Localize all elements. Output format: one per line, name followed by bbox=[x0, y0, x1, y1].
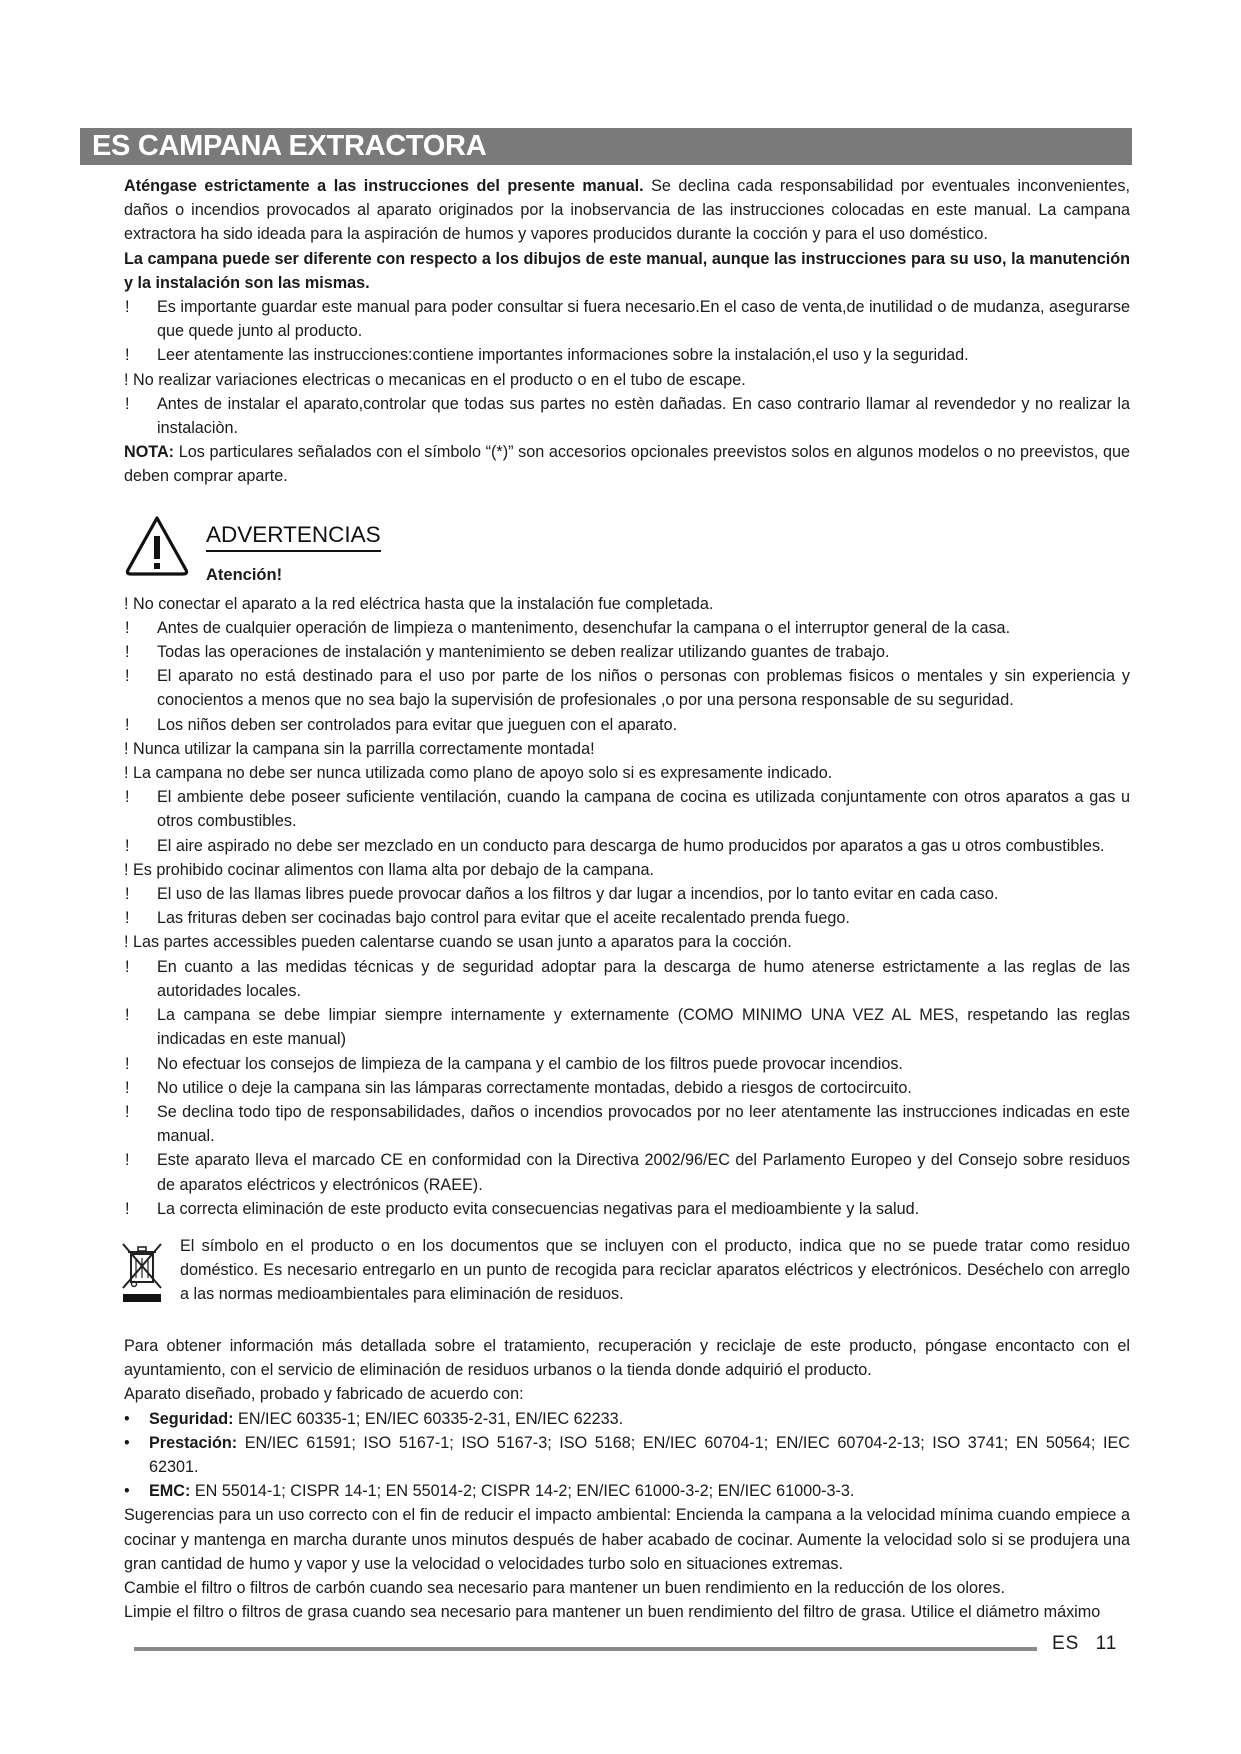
bullet-mark: • bbox=[124, 1482, 130, 1501]
info-paragraph-5: Limpie el filtro o filtros de grasa cuando sea necesario para mantener un buen rendimiento del filtro de grasa. Utilice el diámetro máximo bbox=[124, 1603, 1101, 1622]
footer-rule bbox=[134, 1647, 1037, 1651]
intro-list bbox=[124, 295, 1130, 440]
page-content bbox=[124, 174, 1130, 1624]
item-text: Las partes accessibles pueden calentarse cuando se usan junto a aparatos para la cocción. bbox=[133, 933, 792, 952]
item-mark: ! bbox=[125, 836, 130, 855]
item-text: Antes de instalar el aparato,controlar que todas sus partes no estèn dañadas. En caso contrario llamar al revendedor y no realizar la instalaciòn. bbox=[157, 394, 1130, 438]
intro-text: Se declina cada responsabilidad por eventuales inconvenientes, daños o incendios provocados al aparato originados por la inobservancia de las instrucciones colocadas en este manual. La campana extractora ha sido ideada para la aspiración de humos y vapores producidos durante la cocción y para el uso doméstico. bbox=[124, 177, 1130, 244]
list-item bbox=[124, 1197, 1130, 1221]
item-text: No utilice o deje la campana sin las lámparas correctamente montadas, debido a riesgos de cortocircuito. bbox=[157, 1078, 912, 1097]
list-item bbox=[124, 1148, 1130, 1196]
bullet-mark: • bbox=[124, 1433, 130, 1452]
item-mark: ! bbox=[125, 643, 130, 662]
item-mark: ! bbox=[125, 618, 130, 637]
list-item bbox=[124, 955, 1130, 1003]
standard-text: EN 55014-1; CISPR 14-1; EN 55014-2; CISPR 14-2; EN/IEC 61000-3-2; EN/IEC 61000-3-3. bbox=[190, 1482, 855, 1501]
list-item bbox=[124, 295, 1130, 343]
list-item bbox=[124, 761, 1130, 785]
info-paragraph-4: Cambie el filtro o filtros de carbón cuando sea necesario para mantener un buen rendimiento en la reducción de los olores. bbox=[124, 1578, 1005, 1597]
footer bbox=[1052, 1633, 1117, 1655]
standards-list bbox=[124, 1407, 1130, 1504]
item-mark: ! bbox=[125, 1151, 130, 1170]
weee-block bbox=[124, 1234, 1130, 1310]
item-text: El uso de las llamas libres puede provocar daños a los filtros y dar lugar a incendios, por lo tanto evitar en cada caso. bbox=[157, 885, 999, 904]
list-item bbox=[124, 616, 1130, 640]
weee-text: El símbolo en el producto o en los documentos que se incluyen con el producto, indica que no se puede tratar como residuo doméstico. Es necesario entregarlo en un punto de recogida para reciclar aparatos eléctricos y electrónicos. Deséchelo con arreglo a las normas medioambientales para eliminación de residuos. bbox=[180, 1236, 1130, 1304]
nota-label: NOTA: bbox=[124, 443, 175, 462]
item-mark: ! bbox=[124, 860, 129, 879]
item-mark: ! bbox=[124, 370, 129, 389]
list-item bbox=[124, 834, 1130, 858]
crossed-bin-icon bbox=[120, 1240, 164, 1311]
item-mark: ! bbox=[125, 788, 130, 807]
item-text: El ambiente debe poseer suficiente ventilación, cuando la campana de cocina es utilizada conjuntamente con otros aparatos a gas u otros combustibles. bbox=[157, 788, 1130, 831]
item-mark: ! bbox=[124, 739, 129, 758]
list-item bbox=[124, 1076, 1130, 1100]
warnings-subtitle: Atención! bbox=[206, 565, 283, 584]
item-text: Leer atentamente las instrucciones:contiene importantes informaciones sobre la instalación,el uso y la seguridad. bbox=[157, 346, 969, 365]
footer-lang: ES bbox=[1052, 1633, 1080, 1654]
standard-label: Prestación: bbox=[149, 1433, 238, 1452]
list-item bbox=[124, 368, 1130, 392]
standard-item bbox=[124, 1431, 1130, 1479]
item-mark: ! bbox=[125, 1054, 130, 1073]
item-text: Nunca utilizar la campana sin la parrilla correctamente montada! bbox=[133, 739, 595, 758]
item-text: No realizar variaciones electricas o mecanicas en el producto o en el tubo de escape. bbox=[133, 370, 746, 389]
item-text: El aire aspirado no debe ser mezclado en un conducto para descarga de humo producidos por aparatos a gas u otros combustibles. bbox=[157, 836, 1105, 855]
item-mark: ! bbox=[124, 764, 129, 783]
warnings-list bbox=[124, 592, 1130, 1221]
item-mark: ! bbox=[125, 885, 130, 904]
page-number: 11 bbox=[1095, 1633, 1118, 1654]
item-mark: ! bbox=[125, 346, 130, 365]
list-item bbox=[124, 906, 1130, 930]
info-paragraph-1: Para obtener información más detallada sobre el tratamiento, recuperación y reciclaje de este producto, póngase encontacto con el ayuntamiento, con el servicio de eliminación de residuos urbanos o la tienda donde adquirió el producto. bbox=[124, 1336, 1130, 1380]
bullet-mark: • bbox=[124, 1409, 130, 1428]
item-text: Se declina todo tipo de responsabilidades, daños o incendios provocados por no leer atentamente las instrucciones indicadas en este manual. bbox=[157, 1102, 1130, 1146]
item-mark: ! bbox=[125, 298, 130, 317]
warnings-title: ADVERTENCIAS bbox=[206, 521, 381, 552]
list-item bbox=[124, 785, 1130, 833]
list-item bbox=[124, 640, 1130, 664]
item-mark: ! bbox=[125, 394, 130, 413]
list-item bbox=[124, 713, 1130, 737]
item-mark: ! bbox=[125, 667, 130, 686]
item-mark: ! bbox=[125, 1078, 130, 1097]
item-mark: ! bbox=[125, 1199, 130, 1218]
intro-bold-lead: Aténgase estrictamente a las instrucciones del presente manual. bbox=[124, 177, 644, 195]
info-paragraph-3: Sugerencias para un uso correcto con el fin de reducir el impacto ambiental: Encienda la campana a la velocidad mínima cuando empiece a cocinar y mantenga en marcha durante unos minutos después de haber acabado de cocinar. Aumente la velocidad solo si se produjera una gran cantidad de humo y vapor y use la velocidad o velocidades turbo solo en situaciones extremas. bbox=[124, 1506, 1130, 1573]
list-item bbox=[124, 1052, 1130, 1076]
standard-item bbox=[124, 1479, 1130, 1503]
item-text: Las frituras deben ser cocinadas bajo control para evitar que el aceite recalentado prenda fuego. bbox=[157, 909, 850, 928]
intro-paragraph bbox=[124, 174, 1130, 247]
item-mark: ! bbox=[125, 1006, 130, 1025]
list-item bbox=[124, 1003, 1130, 1051]
item-text: No conectar el aparato a la red eléctrica hasta que la instalación fue completada. bbox=[133, 594, 714, 613]
warnings-heading-block bbox=[124, 513, 1130, 589]
item-text: Los niños deben ser controlados para evitar que jueguen con el aparato. bbox=[157, 715, 678, 734]
item-text: La campana se debe limpiar siempre internamente y externamente (COMO MINIMO UNA VEZ AL MES, respetando las reglas indicadas en este manual) bbox=[157, 1006, 1130, 1049]
standard-label: EMC: bbox=[149, 1482, 191, 1501]
item-text: En cuanto a las medidas técnicas y de seguridad adoptar para la descarga de humo atenerse estrictamente a las reglas de las autoridades locales. bbox=[157, 957, 1130, 1000]
item-text: Antes de cualquier operación de limpieza o mantenimento, desenchufar la campana o el interruptor general de la casa. bbox=[157, 618, 1011, 637]
list-item bbox=[124, 343, 1130, 367]
item-mark: ! bbox=[124, 933, 129, 952]
warning-triangle-icon bbox=[124, 513, 190, 586]
item-text: La correcta eliminación de este producto evita consecuencias negativas para el medioambiente y la salud. bbox=[157, 1199, 920, 1218]
list-item bbox=[124, 1100, 1130, 1148]
item-text: No efectuar los consejos de limpieza de la campana y el cambio de los filtros puede provocar incendios. bbox=[157, 1054, 903, 1073]
standard-text: EN/IEC 61591; ISO 5167-1; ISO 5167-3; ISO 5168; EN/IEC 60704-1; EN/IEC 60704-2-13; ISO 3741; EN 50564; IEC 62301. bbox=[149, 1433, 1130, 1476]
item-mark: ! bbox=[125, 957, 130, 976]
item-text: Todas las operaciones de instalación y mantenimiento se deben realizar utilizando guantes de trabajo. bbox=[157, 643, 890, 662]
list-item bbox=[124, 392, 1130, 440]
item-mark: ! bbox=[125, 909, 130, 928]
list-item bbox=[124, 858, 1130, 882]
section-title: ES CAMPANA EXTRACTORA bbox=[92, 130, 487, 162]
nota-text: Los particulares señalados con el símbolo “(*)” son accesorios opcionales preevistos solos en algunos modelos o no preevistos, que deben comprar aparte. bbox=[124, 443, 1130, 486]
item-mark: ! bbox=[125, 715, 130, 734]
standard-item bbox=[124, 1407, 1130, 1431]
item-text: Es importante guardar este manual para poder consultar si fuera necesario.En el caso de venta,de inutilidad o de mudanza, asegurarse que quede junto al producto. bbox=[157, 298, 1130, 341]
standard-text: EN/IEC 60335-1; EN/IEC 60335-2-31, EN/IEC 62233. bbox=[233, 1409, 624, 1428]
list-item bbox=[124, 882, 1130, 906]
intro-bold-note: La campana puede ser diferente con respecto a los dibujos de este manual, aunque las instrucciones para su uso, la manutención y la instalación son las mismas. bbox=[124, 249, 1130, 292]
list-item bbox=[124, 930, 1130, 954]
section-header-bar bbox=[80, 128, 1132, 165]
item-text: La campana no debe ser nunca utilizada como plano de apoyo solo si es expresamente indicado. bbox=[133, 764, 833, 783]
item-mark: ! bbox=[125, 1102, 130, 1121]
item-mark: ! bbox=[124, 594, 129, 613]
item-text: Este aparato lleva el marcado CE en conformidad con la Directiva 2002/96/EC del Parlamento Europeo y del Consejo sobre residuos de aparatos eléctricos y electrónicos (RAEE). bbox=[157, 1151, 1130, 1194]
item-text: El aparato no está destinado para el uso por parte de los niños o personas con problemas fisicos o mentales y sin experiencia y conocientos a menos que no sea bajo la supervisión de profesionales ,o por una persona responsable de su seguridad. bbox=[157, 667, 1130, 710]
item-text: Es prohibido cocinar alimentos con llama alta por debajo de la campana. bbox=[133, 860, 655, 879]
nota-paragraph bbox=[124, 440, 1130, 488]
info-paragraph-2: Aparato diseñado, probado y fabricado de acuerdo con: bbox=[124, 1385, 524, 1404]
list-item bbox=[124, 737, 1130, 761]
standard-label: Seguridad: bbox=[149, 1409, 234, 1428]
list-item bbox=[124, 592, 1130, 616]
list-item bbox=[124, 664, 1130, 712]
